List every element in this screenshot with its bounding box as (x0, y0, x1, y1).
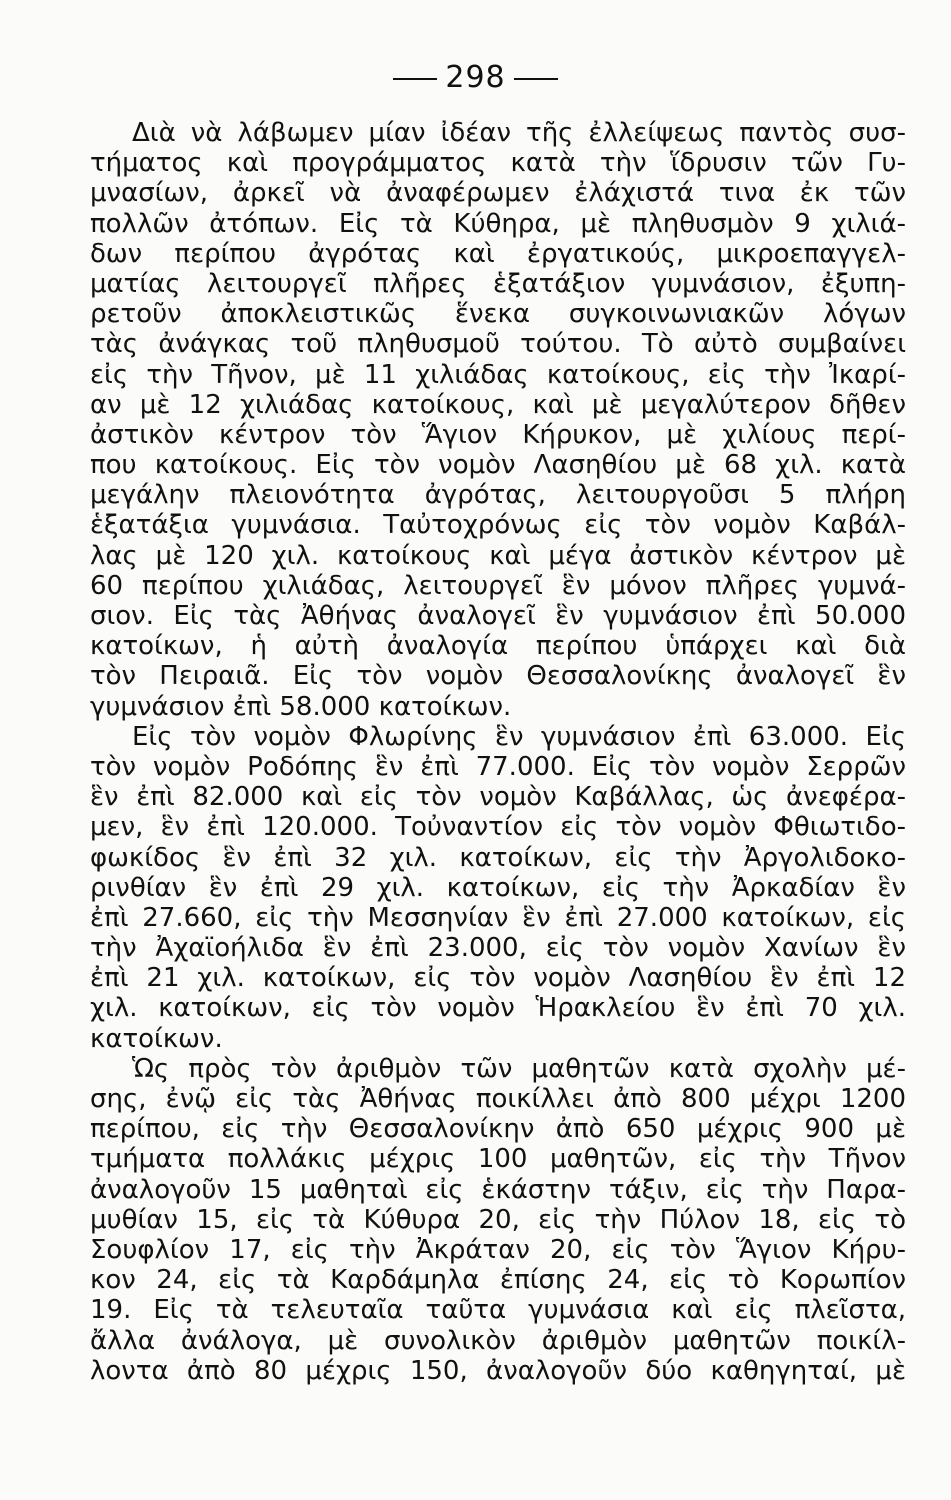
text-line: πολλῶν ἀτόπων. Εἰς τὰ Κύθηρα, μὲ πληθυσμὸν 9 χιλιά- (90, 208, 906, 239)
text-line: σης, ἐνῷ εἰς τὰς Ἀθήνας ποικίλλει ἀπὸ 800 μέχρι 1200 (90, 1084, 906, 1114)
text-line: ματίας λειτουργεῖ πλῆρες ἑξατάξιον γυμνάσιον, ἐξυπη- (90, 268, 906, 299)
text-line: ἀναλογοῦν 15 μαθηταὶ εἰς ἑκάστην τάξιν, εἰς τὴν Παρα- (90, 1174, 906, 1205)
text-line: περίπου, εἰς τὴν Θεσσαλονίκην ἀπὸ 650 μέχρις 900 μὲ (90, 1114, 906, 1145)
text-line: ἐπὶ 21 χιλ. κατοίκων, εἰς τὸν νομὸν Λασηθίου ἓν ἐπὶ 12 (90, 963, 906, 994)
text-line: λας μὲ 120 χιλ. κατοίκους καὶ μέγα ἀστικὸν κέντρον μὲ (90, 540, 906, 571)
text-line: φωκίδος ἓν ἐπὶ 32 χιλ. κατοίκων, εἰς τὴν Ἀργολιδοκο- (90, 842, 906, 873)
page-number (0, 60, 951, 95)
paragraph-3 (90, 1054, 906, 1386)
text-line: Ὡς πρὸς τὸν ἀριθμὸν τῶν μαθητῶν κατὰ σχολὴν μέ- (132, 1053, 906, 1084)
text-line: λοντα ἀπὸ 80 μέχρις 150, ἀναλογοῦν δύο καθηγηταί, μὲ (90, 1355, 906, 1386)
text-line: γυμνάσιον ἐπὶ 58.000 κατοίκων. (90, 691, 512, 722)
text-line: ἄλλα ἀνάλογα, μὲ συνολικὸν ἀριθμὸν μαθητῶν ποικίλ- (90, 1325, 906, 1356)
text-line: ἐπὶ 27.660, εἰς τὴν Μεσσηνίαν ἓν ἐπὶ 27.000 κατοίκων, εἰς (90, 902, 906, 933)
text-line: Εἰς τὸν νομὸν Φλωρίνης ἓν γυμνάσιον ἐπὶ 63.000. Εἰς (132, 721, 906, 752)
text-line: τὸν νομὸν Ροδόπης ἓν ἐπὶ 77.000. Εἰς τὸν νομὸν Σερρῶν (90, 751, 906, 782)
text-line: τήματος καὶ προγράμματος κατὰ τὴν ἵδρυσιν τῶν Γυ- (90, 148, 906, 179)
text-line: κον 24, εἰς τὰ Καρδάμηλα ἐπίσης 24, εἰς τὸ Κορωπίον (90, 1265, 906, 1296)
paragraph-2 (90, 722, 906, 1054)
text-line: μεγάλην πλειονότητα ἀγρότας, λειτουργοῦσι 5 πλήρη (90, 480, 906, 511)
text-line: μυθίαν 15, εἰς τὰ Κύθυρα 20, εἰς τὴν Πύλον 18, εἰς τὸ (90, 1204, 906, 1235)
right-rule (514, 78, 558, 80)
left-rule (393, 78, 437, 80)
text-line: ἀστικὸν κέντρον τὸν Ἅγιον Κήρυκον, μὲ χιλίους περί- (90, 419, 906, 450)
text-line: 19. Εἰς τὰ τελευταῖα ταῦτα γυμνάσια καὶ εἰς πλεῖστα, (90, 1295, 906, 1326)
text-line: τὸν Πειραιᾶ. Εἰς τὸν νομὸν Θεσσαλονίκης ἀναλογεῖ ἓν (90, 661, 906, 692)
text-line: εἰς τὴν Τῆνον, μὲ 11 χιλιάδας κατοίκους, εἰς τὴν Ἰκαρί- (90, 359, 906, 390)
text-line: σιον. Εἰς τὰς Ἀθήνας ἀναλογεῖ ἓν γυμνάσιον ἐπὶ 50.000 (90, 601, 906, 631)
body-text (90, 118, 906, 1386)
text-line: κατοίκων. (90, 1023, 223, 1054)
text-line: αν μὲ 12 χιλιάδας κατοίκους, καὶ μὲ μεγαλύτερον δῆθεν (90, 389, 906, 420)
text-line: τμήματα πολλάκις μέχρις 100 μαθητῶν, εἰς τὴν Τῆνον (90, 1144, 906, 1175)
text-line: μεν, ἓν ἐπὶ 120.000. Τοὐναντίον εἰς τὸν νομὸν Φθιωτιδο- (90, 812, 906, 843)
text-line: τὰς ἀνάγκας τοῦ πληθυσμοῦ τούτου. Τὸ αὐτὸ συμβαίνει (90, 329, 906, 360)
text-line: Διὰ νὰ λάβωμεν μίαν ἰδέαν τῆς ἐλλείψεως παντὸς συσ- (132, 118, 906, 148)
text-line: χιλ. κατοίκων, εἰς τὸν νομὸν Ἡρακλείου ἓν ἐπὶ 70 χιλ. (90, 993, 906, 1024)
text-line: μνασίων, ἀρκεῖ νὰ ἀναφέρωμεν ἐλάχιστά τινα ἐκ τῶν (90, 178, 906, 209)
text-line: 60 περίπου χιλιάδας, λειτουργεῖ ἓν μόνον πλῆρες γυμνά- (90, 570, 906, 601)
page-number-text: 298 (445, 60, 506, 95)
text-line: που κατοίκους. Εἰς τὸν νομὸν Λασηθίου μὲ 68 χιλ. κατὰ (90, 450, 906, 481)
text-line: Σουφλίον 17, εἰς τὴν Ἀκράταν 20, εἰς τὸν Ἅγιον Κήρυ- (90, 1234, 906, 1265)
text-line: ἑξατάξια γυμνάσια. Ταὐτοχρόνως εἰς τὸν νομὸν Καβάλ- (90, 510, 906, 541)
text-line: ρετοῦν ἀποκλειστικῶς ἕνεκα συγκοινωνιακῶν λόγων (90, 299, 906, 330)
text-line: κατοίκων, ἡ αὐτὴ ἀναλογία περίπου ὑπάρχει καὶ διὰ (90, 631, 906, 662)
text-line: ἓν ἐπὶ 82.000 καὶ εἰς τὸν νομὸν Καβάλλας, ὡς ἀνεφέρα- (90, 782, 906, 813)
text-line: ρινθίαν ἓν ἐπὶ 29 χιλ. κατοίκων, εἰς τὴν Ἀρκαδίαν ἓν (90, 872, 906, 903)
paragraph-1 (90, 118, 906, 722)
text-line: δων περίπου ἀγρότας καὶ ἐργατικούς, μικροεπαγγελ- (90, 238, 906, 269)
text-line: τὴν Ἀχαϊοήλιδα ἓν ἐπὶ 23.000, εἰς τὸν νομὸν Χανίων ἓν (90, 933, 906, 964)
